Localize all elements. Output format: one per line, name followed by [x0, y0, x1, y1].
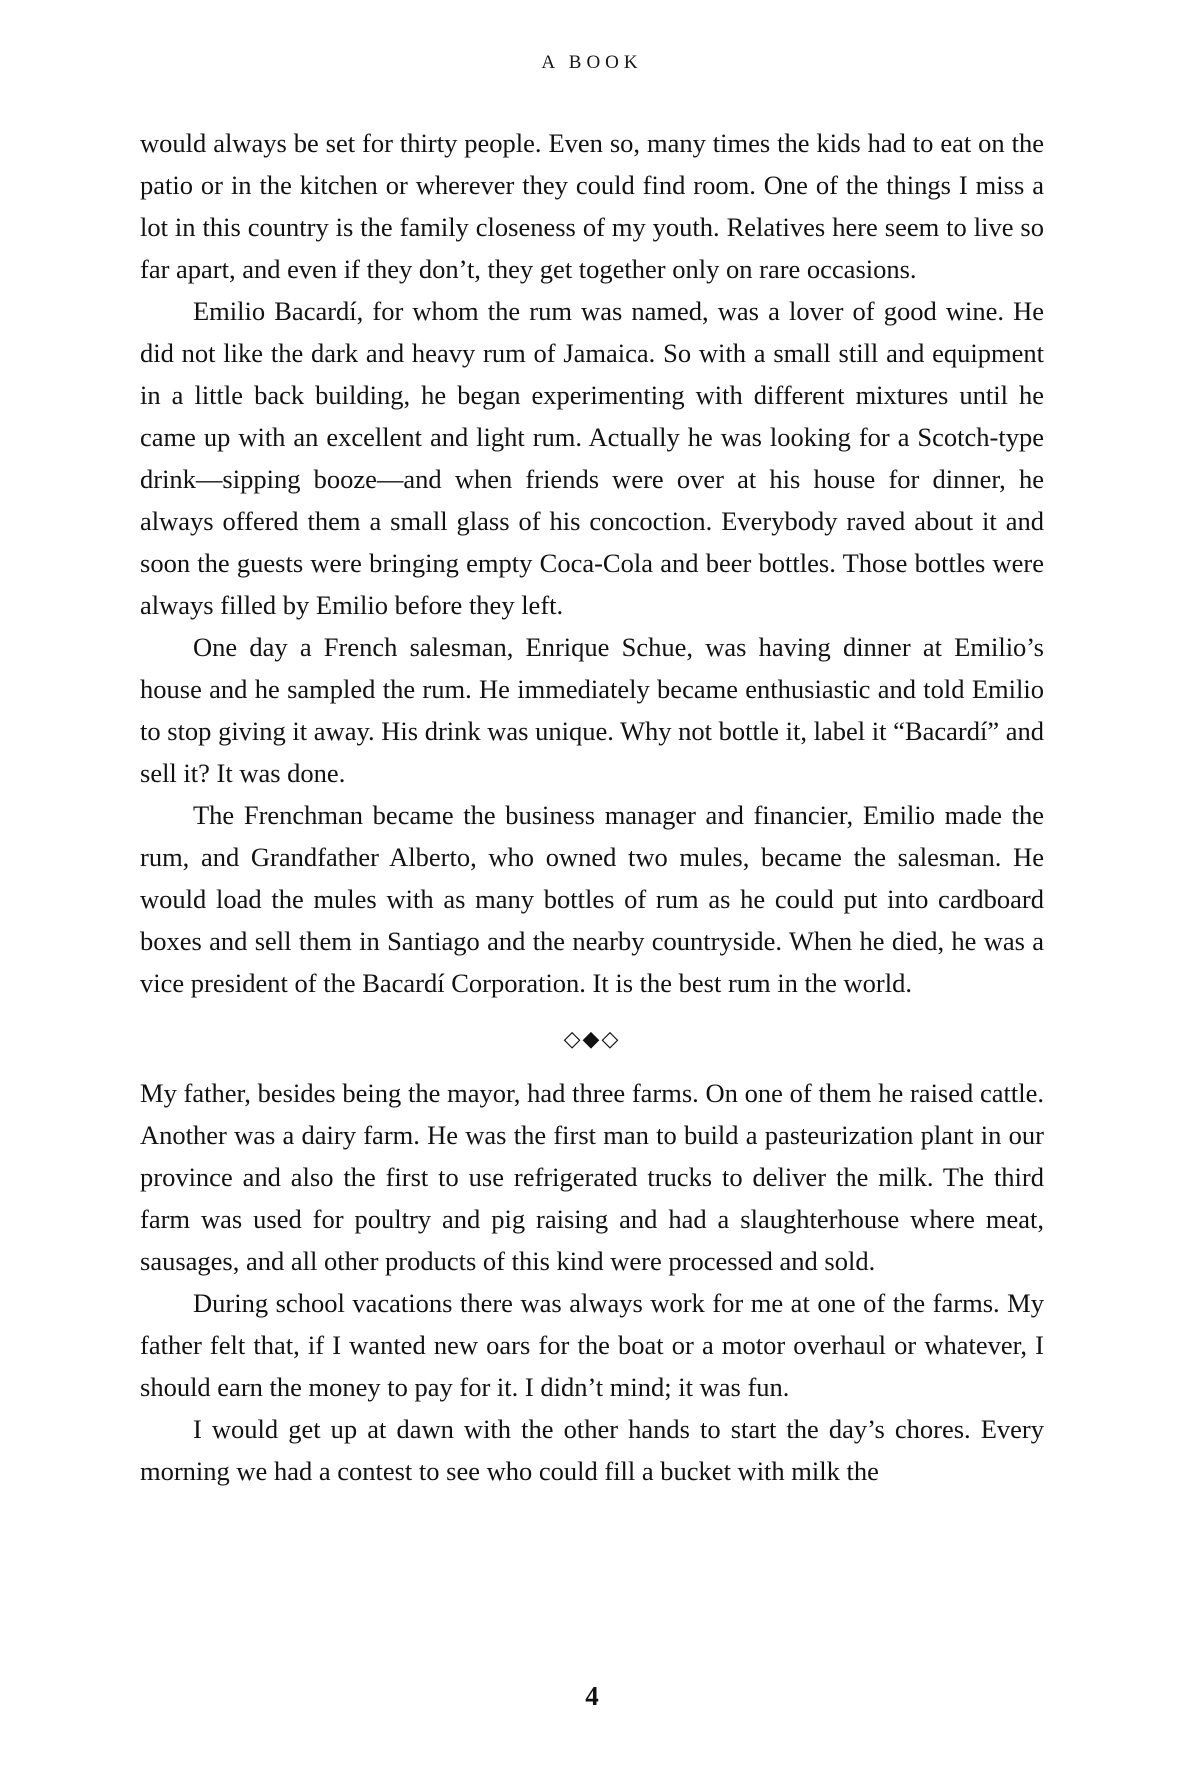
paragraph: My father, besides being the mayor, had three farms. On one of them he raised cattle. Another was a dairy farm. He was the first man to build a pasteurization plant in our province and also the first to use refrigerated trucks to deliver the milk. The third farm was used for poultry and pig raising and had a slaughterhouse where meat, sausages, and all other products of this kind were processed and sold. — [140, 1078, 1044, 1276]
paragraph: Emilio Bacardí, for whom the rum was named, was a lover of good wine. He did not like the dark and heavy rum of Jamaica. So with a small still and equipment in a little back building, he began experimenting with different mixtures until he came up with an excellent and light rum. Actually he was looking for a Scotch-type drink—sipping booze—and when friends were over at his house for dinner, he always offered them a small glass of his concoction. Everybody raved about it and soon the guests were bringing empty Coca-Cola and beer bottles. Those bottles were always filled by Emilio before they left. — [140, 296, 1044, 620]
section-divider-ornament: ◇◆◇ — [563, 1026, 621, 1051]
body-text-block-top — [140, 122, 1044, 1004]
paragraph: During school vacations there was always work for me at one of the farms. My father felt that, if I wanted new oars for the boat or a motor overhaul or whatever, I should earn the money to pay for it. I didn’t mind; it was fun. — [140, 1288, 1044, 1402]
page-number: 4 — [585, 1681, 599, 1711]
paragraph: One day a French salesman, Enrique Schue, was having dinner at Emilio’s house and he sampled the rum. He immediately became enthusiastic and told Emilio to stop giving it away. His drink was unique. Why not bottle it, label it “Bacardí” and sell it? It was done. — [140, 632, 1044, 788]
paragraph: I would get up at dawn with the other hands to start the day’s chores. Every morning we had a contest to see who could fill a bucket with milk the — [140, 1414, 1044, 1486]
body-text-block-bottom — [140, 1072, 1044, 1492]
paragraph: would always be set for thirty people. Even so, many times the kids had to eat on the patio or in the kitchen or wherever they could find room. One of the things I miss a lot in this country is the family closeness of my youth. Relatives here seem to live so far apart, and even if they don’t, they get together only on rare occasions. — [140, 128, 1044, 284]
paragraph: The Frenchman became the business manager and financier, Emilio made the rum, and Grandfather Alberto, who owned two mules, became the salesman. He would load the mules with as many bottles of rum as he could put into cardboard boxes and sell them in Santiago and the nearby countryside. When he died, he was a vice president of the Bacardí Corporation. It is the best rum in the world. — [140, 800, 1044, 998]
running-head: A BOOK — [541, 52, 643, 73]
